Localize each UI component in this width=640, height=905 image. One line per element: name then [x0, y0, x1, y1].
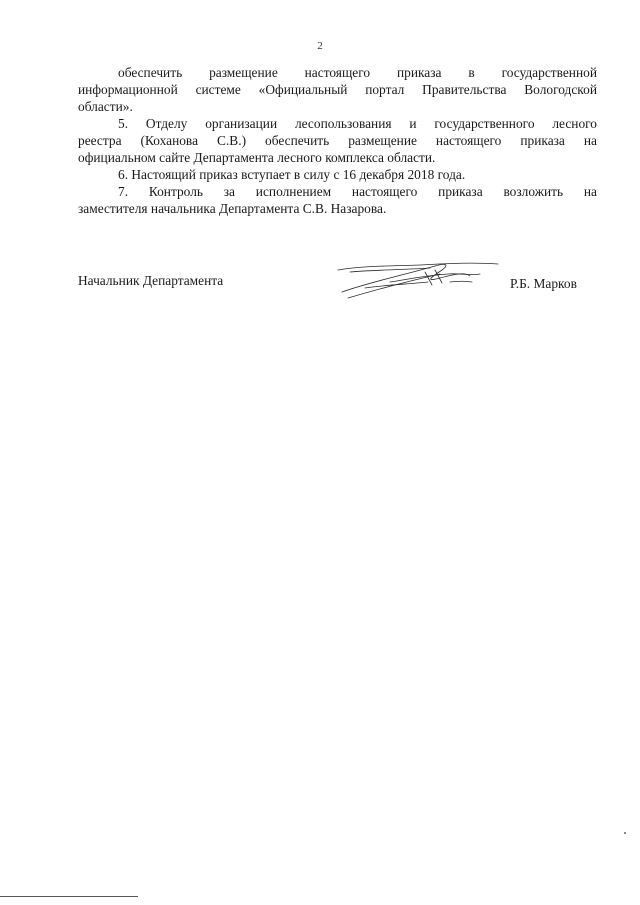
paragraph-portal — [78, 64, 597, 115]
footer-rule — [0, 896, 138, 897]
handwritten-signature — [330, 252, 505, 302]
text-line: официальном сайте Департамента лесного комплекса области. — [78, 150, 436, 165]
signatory-position: Начальник Департамента — [78, 273, 224, 288]
text-line: заместителя начальника Департамента С.В. Назарова. — [78, 201, 387, 216]
text-line: 6. Настоящий приказ вступает в силу с 16 декабря 2018 года. — [118, 167, 466, 182]
text-line: обеспечить размещение настоящего приказа в государственной — [118, 65, 597, 80]
signatory-name: Р.Б. Марков — [510, 276, 577, 291]
text-line: 7. Контроль за исполнением настоящего приказа возложить на — [118, 184, 597, 199]
page-number: 2 — [317, 40, 323, 52]
text-line: области». — [78, 99, 133, 114]
text-line: реестра (Коханова С.В.) обеспечить размещение настоящего приказа на — [78, 133, 597, 148]
scan-speck — [624, 832, 626, 834]
text-line: 5. Отделу организации лесопользования и государственного лесного — [118, 116, 597, 131]
paragraph-item-6 — [78, 166, 597, 183]
text-line: информационной системе «Официальный портал Правительства Вологодской — [78, 82, 597, 97]
paragraph-item-7 — [78, 183, 597, 217]
paragraph-item-5 — [78, 115, 597, 166]
document-body — [78, 64, 597, 217]
